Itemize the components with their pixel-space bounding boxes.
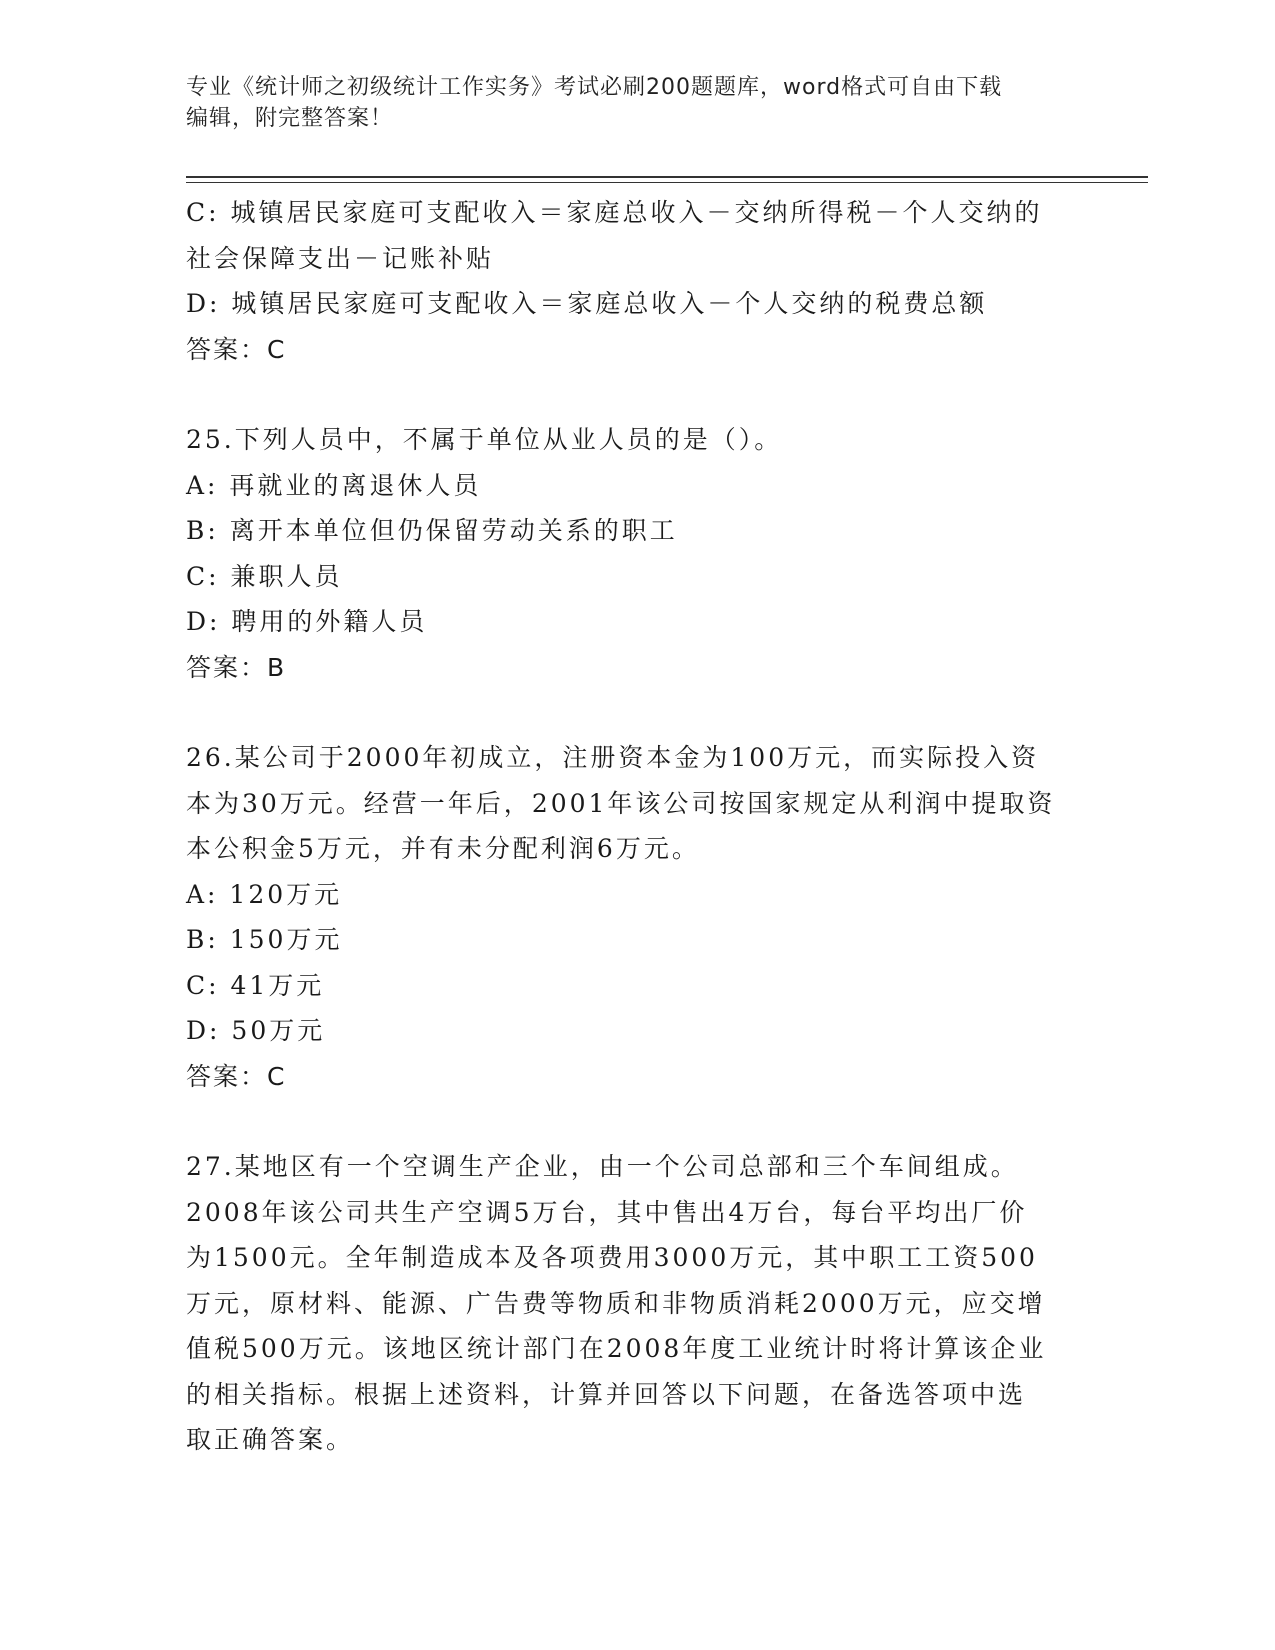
q26-option-b: B: 150万元	[186, 925, 343, 954]
header-line-2: 编辑，附完整答案！	[186, 106, 394, 131]
q26-answer: 答案：C	[186, 1061, 287, 1091]
document-body	[186, 190, 1086, 1463]
q26-question-line-1: 26.某公司于2000年初成立，注册资本金为100万元，而实际投入资	[186, 743, 1040, 772]
q27-line-3: 为1500元。全年制造成本及各项费用3000万元，其中职工工资500	[186, 1243, 1038, 1272]
q27-line-4: 万元，原材料、能源、广告费等物质和非物质消耗2000万元，应交增	[186, 1288, 1046, 1318]
q27-line-6: 的相关指标。根据上述资料，计算并回答以下问题，在备选答项中选	[186, 1379, 1027, 1409]
spacer	[186, 690, 1086, 735]
question-27	[186, 1144, 1086, 1463]
q25-option-d: D: 聘用的外籍人员	[186, 607, 428, 636]
q27-line-7: 取正确答案。	[186, 1425, 355, 1454]
q24-option-c-line-1: C: 城镇居民家庭可支配收入＝家庭总收入－交纳所得税－个人交纳的	[186, 198, 1043, 227]
page-header	[186, 72, 1086, 134]
header-rule-thin	[186, 182, 1148, 183]
question-24	[186, 190, 1086, 372]
question-25	[186, 417, 1086, 690]
q27-line-5: 值税500万元。该地区统计部门在2008年度工业统计时将计算该企业	[186, 1334, 1047, 1363]
q26-option-d: D: 50万元	[186, 1016, 326, 1045]
q26-option-c: C: 41万元	[186, 970, 325, 1000]
q24-option-c-line-2: 社会保障支出－记账补贴	[186, 243, 495, 273]
q26-question-line-3: 本公积金5万元，并有未分配利润6万元。	[186, 834, 700, 863]
q25-option-b: B: 离开本单位但仍保留劳动关系的职工	[186, 516, 678, 545]
header-line-1: 专业《统计师之初级统计工作实务》考试必刷200题题库，word格式可自由下载	[186, 75, 1003, 100]
spacer	[186, 1099, 1086, 1144]
header-rule-thick	[186, 176, 1148, 178]
q26-question-line-2: 本为30万元。经营一年后，2001年该公司按国家规定从利润中提取资	[186, 788, 1056, 818]
q24-option-d: D: 城镇居民家庭可支配收入＝家庭总收入－个人交纳的税费总额	[186, 289, 988, 318]
q24-answer: 答案：C	[186, 334, 287, 364]
q25-option-a: A: 再就业的离退休人员	[186, 470, 482, 500]
question-26	[186, 735, 1086, 1099]
q27-line-2: 2008年该公司共生产空调5万台，其中售出4万台，每台平均出厂价	[186, 1197, 1028, 1227]
q25-option-c: C: 兼职人员	[186, 561, 343, 591]
q25-answer: 答案：B	[186, 652, 287, 682]
spacer	[186, 372, 1086, 417]
q27-line-1: 27.某地区有一个空调生产企业，由一个公司总部和三个车间组成。	[186, 1152, 1019, 1181]
q25-question: 25.下列人员中，不属于单位从业人员的是（）。	[186, 425, 783, 454]
q26-option-a: A: 120万元	[186, 879, 343, 909]
